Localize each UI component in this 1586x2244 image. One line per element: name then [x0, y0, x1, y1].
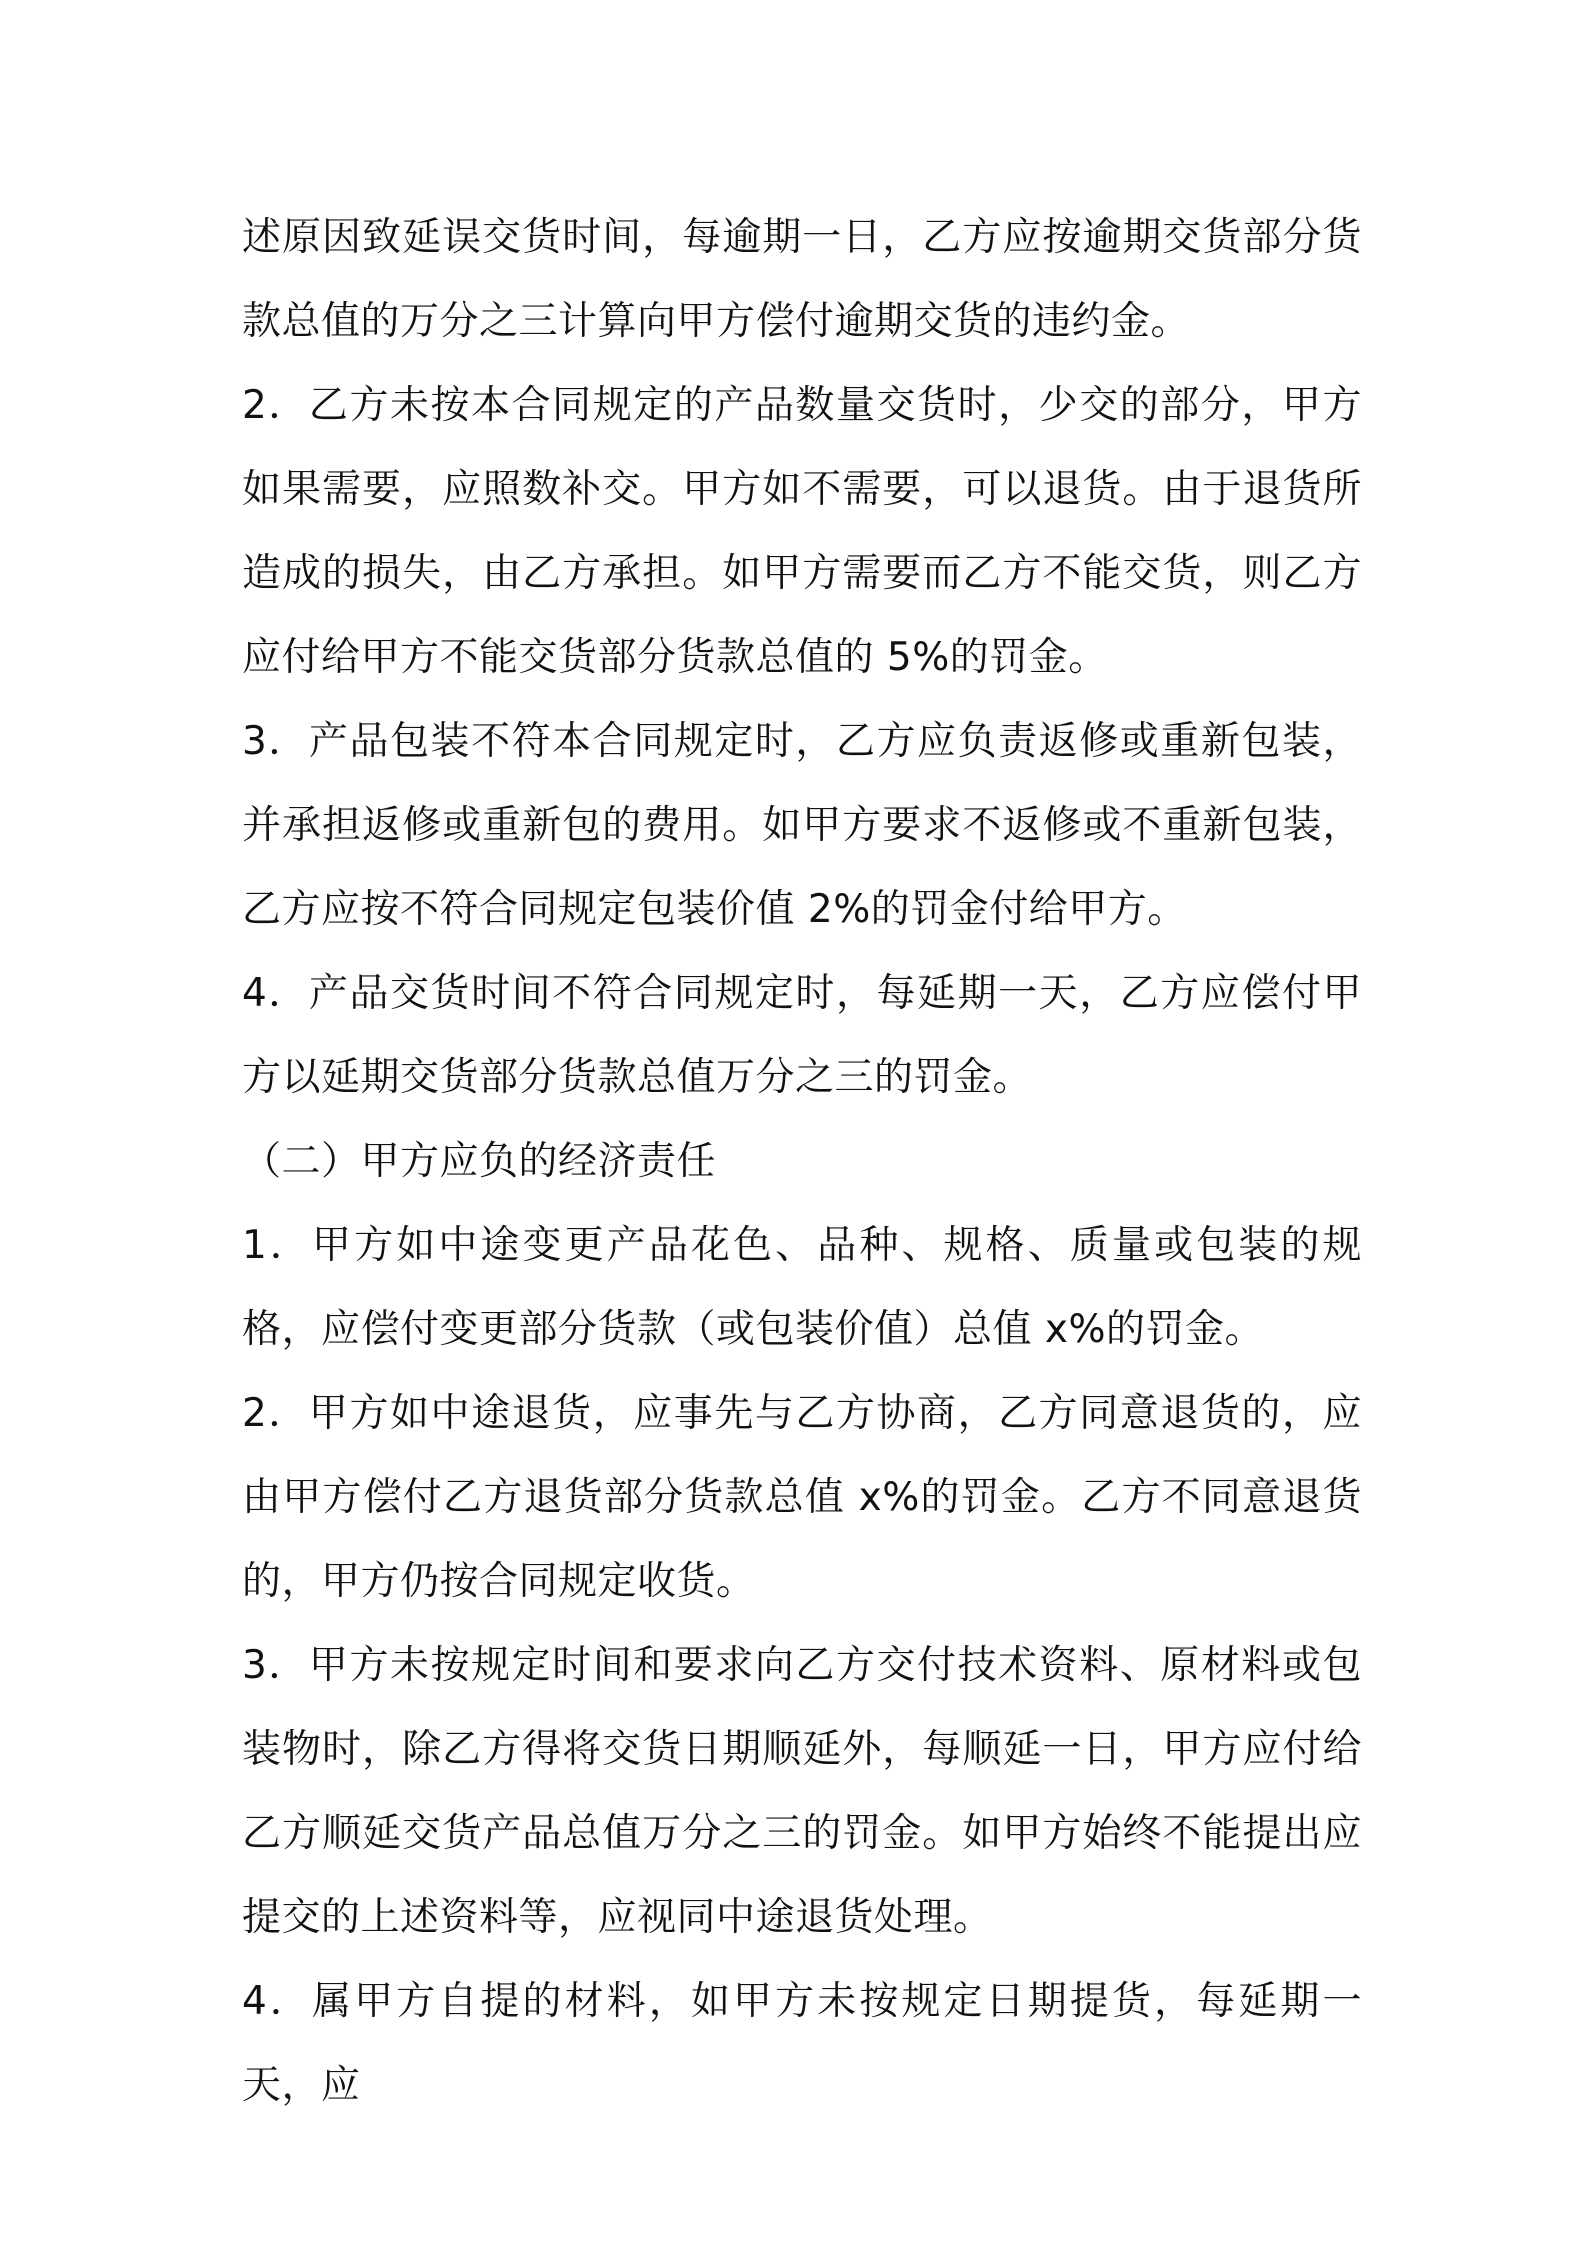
document-body	[242, 196, 1362, 2128]
paragraph-a-item-4-pickup: 4．属甲方自提的材料，如甲方未按规定日期提货，每延期一天，应	[242, 1979, 1362, 2108]
paragraph-item-3-packaging: 3．产品包装不符本合同规定时，乙方应负责返修或重新包装，并承担返修或重新包的费用。如甲方要求不返修或不重新包装，乙方应按不符合同规定包装价值 2%的罚金付给甲方。	[242, 719, 1362, 932]
paragraph-a-item-1-change: 1．甲方如中途变更产品花色、品种、规格、质量或包装的规格，应偿付变更部分货款（或包装价值）总值 x%的罚金。	[242, 1223, 1362, 1352]
paragraph-a-item-3-materials: 3．甲方未按规定时间和要求向乙方交付技术资料、原材料或包装物时，除乙方得将交货日期顺延外，每顺延一日，甲方应付给乙方顺延交货产品总值万分之三的罚金。如甲方始终不能提出应提交的上述资料等，应视同中途退货处理。	[242, 1643, 1362, 1940]
paragraph-continuation: 述原因致延误交货时间，每逾期一日，乙方应按逾期交货部分货款总值的万分之三计算向甲方偿付逾期交货的违约金。	[242, 215, 1362, 344]
paragraph-item-2-quantity: 2．乙方未按本合同规定的产品数量交货时，少交的部分，甲方如果需要，应照数补交。甲方如不需要，可以退货。由于退货所造成的损失，由乙方承担。如甲方需要而乙方不能交货，则乙方应付给甲方不能交货部分货款总值的 5%的罚金。	[242, 383, 1362, 680]
paragraph-item-4-delivery-time: 4．产品交货时间不符合同规定时，每延期一天，乙方应偿付甲方以延期交货部分货款总值万分之三的罚金。	[242, 971, 1362, 1100]
paragraph-a-item-2-return: 2．甲方如中途退货，应事先与乙方协商，乙方同意退货的，应由甲方偿付乙方退货部分货款总值 x%的罚金。乙方不同意退货的，甲方仍按合同规定收货。	[242, 1391, 1362, 1604]
section-heading-party-a: （二）甲方应负的经济责任	[242, 1139, 717, 1184]
